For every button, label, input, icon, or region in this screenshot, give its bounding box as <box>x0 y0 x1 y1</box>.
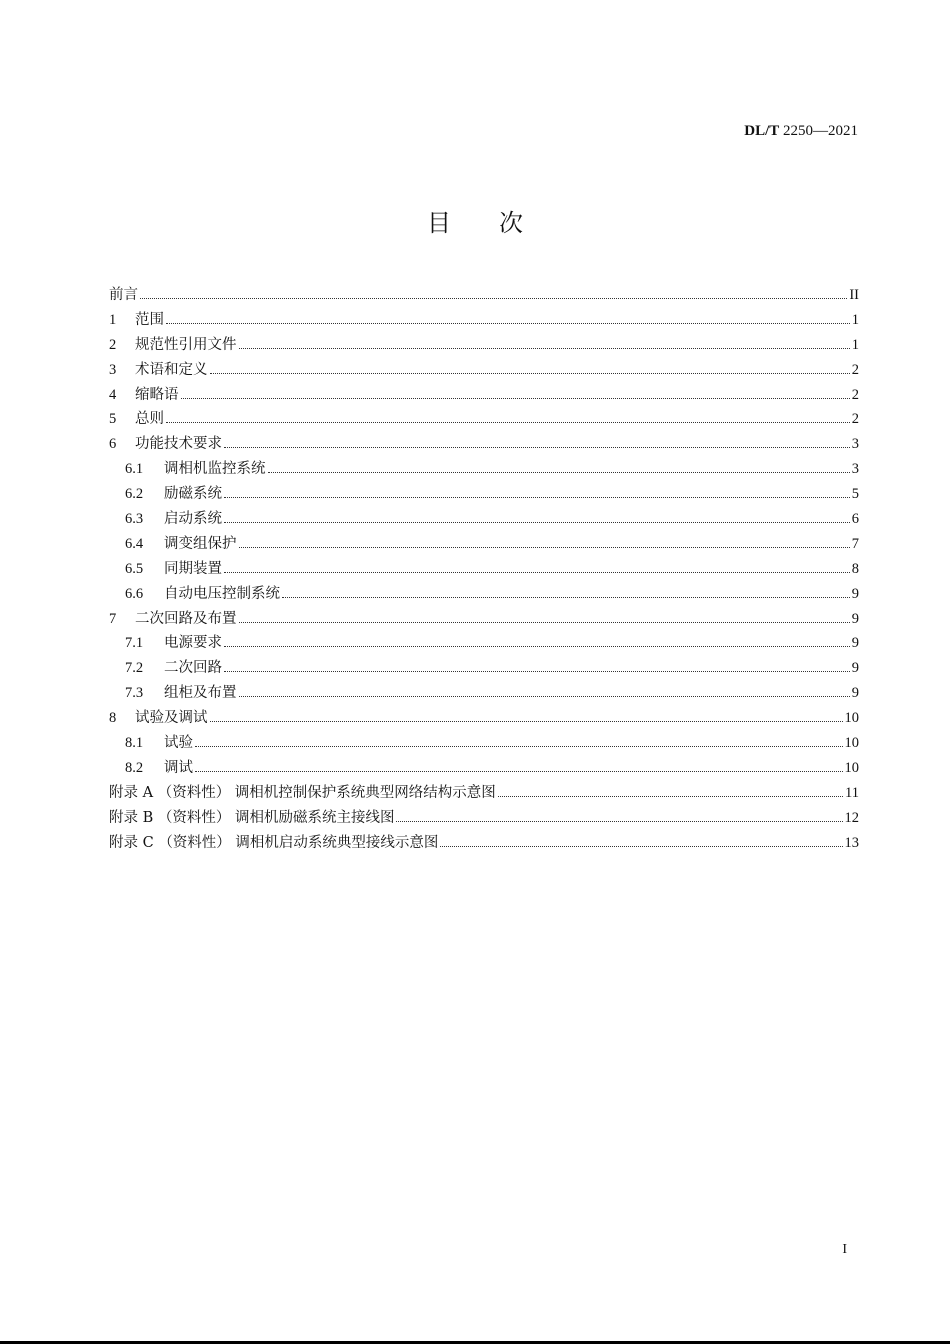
toc-entry[interactable] <box>109 283 859 308</box>
standard-code-number: 2250—2021 <box>779 123 858 139</box>
toc-entry-page: 8 <box>851 560 859 577</box>
toc-entry-title: 术语和定义 <box>135 361 208 378</box>
toc-entry[interactable] <box>109 457 859 482</box>
toc-entry[interactable] <box>109 781 859 806</box>
toc-entry-number: 3 <box>109 361 117 378</box>
toc-entry[interactable] <box>109 333 859 358</box>
toc-dot-leader <box>224 671 850 672</box>
toc-entry-number: 6.6 <box>125 585 144 602</box>
toc-entry-page: 7 <box>851 535 859 552</box>
toc-entry-title: 自动电压控制系统 <box>164 585 280 602</box>
toc-entry-title: 调相机监控系统 <box>164 461 266 478</box>
toc-entry[interactable] <box>109 557 859 582</box>
toc-entry-page: 9 <box>851 635 859 652</box>
toc-entry-number: 5 <box>109 411 117 428</box>
toc-dot-leader <box>210 373 850 374</box>
toc-dot-leader <box>224 447 850 448</box>
page-number: I <box>842 1242 847 1257</box>
toc-dot-leader <box>498 796 843 797</box>
toc-entry-page: 13 <box>844 834 859 851</box>
toc-entry-page: 2 <box>851 386 859 403</box>
toc-entry-number: 4 <box>109 386 117 403</box>
toc-entry-title: 启动系统 <box>164 511 222 528</box>
toc-entry-title: 附录 B （资料性） 调相机励磁系统主接线图 <box>109 809 395 826</box>
toc-dot-leader <box>440 846 842 847</box>
toc-entry-number: 7.1 <box>125 635 144 652</box>
toc-entry-page: 3 <box>851 461 859 478</box>
toc-entry-page: 12 <box>844 809 859 826</box>
toc-entry-page: 6 <box>851 511 859 528</box>
toc-dot-leader <box>195 746 843 747</box>
toc-entry-page: 11 <box>845 784 859 801</box>
toc-entry-title: 缩略语 <box>135 386 179 403</box>
toc-entry-title: 试验 <box>164 735 193 752</box>
toc-entry-number: 8.1 <box>125 735 144 752</box>
toc-entry-title: 调试 <box>164 759 193 776</box>
toc-entry[interactable] <box>109 607 859 632</box>
toc-entry[interactable] <box>109 656 859 681</box>
toc-entry-page: 10 <box>844 735 859 752</box>
toc-dot-leader <box>224 572 850 573</box>
toc-entry-page: 10 <box>844 759 859 776</box>
toc-entry-number: 8 <box>109 710 117 727</box>
toc-entry[interactable] <box>109 482 859 507</box>
toc-entry-page: 2 <box>851 411 859 428</box>
toc-entry[interactable] <box>109 407 859 432</box>
toc-entry-number: 6.3 <box>125 511 144 528</box>
toc-entry[interactable] <box>109 631 859 656</box>
toc-entry[interactable] <box>109 582 859 607</box>
toc-entry-title: 二次回路及布置 <box>135 610 237 627</box>
toc-entry-title: 附录 A （资料性） 调相机控制保护系统典型网络结构示意图 <box>109 784 496 801</box>
toc-entry-title: 励磁系统 <box>164 486 222 503</box>
toc-entry-title: 范围 <box>135 311 164 328</box>
toc-entry-page: 5 <box>851 486 859 503</box>
toc-dot-leader <box>166 323 850 324</box>
toc-entry-title: 附录 C （资料性） 调相机启动系统典型接线示意图 <box>109 834 439 851</box>
toc-entry-title: 前言 <box>109 287 138 303</box>
toc-entry-title: 总则 <box>135 411 164 428</box>
toc-entry-title: 电源要求 <box>164 635 222 652</box>
toc-entry-title: 二次回路 <box>164 660 222 677</box>
toc-entry-number: 6.5 <box>125 560 144 577</box>
toc-entry-number: 6.2 <box>125 486 144 503</box>
toc-entry-page: 2 <box>851 361 859 378</box>
toc-entry-page: 10 <box>844 710 859 727</box>
toc-entry-number: 1 <box>109 311 117 328</box>
toc-entry-page: 1 <box>851 311 859 328</box>
title-char-2: 次 <box>499 209 523 237</box>
toc-dot-leader <box>268 472 850 473</box>
toc-entry[interactable] <box>109 532 859 557</box>
toc-dot-leader <box>282 597 850 598</box>
toc-dot-leader <box>239 696 850 697</box>
toc-entry-page: 3 <box>851 436 859 453</box>
toc-entry[interactable] <box>109 432 859 457</box>
toc-entry-page: 1 <box>851 336 859 353</box>
toc-entry[interactable] <box>109 756 859 781</box>
toc-entry-page: 9 <box>851 610 859 627</box>
toc-entry[interactable] <box>109 731 859 756</box>
toc-dot-leader <box>396 821 842 822</box>
toc-dot-leader <box>166 422 850 423</box>
toc-dot-leader <box>239 348 850 349</box>
toc-entry-title: 规范性引用文件 <box>135 336 237 353</box>
toc-entry-page: II <box>849 287 859 303</box>
toc-entry-number: 7.3 <box>125 685 144 702</box>
toc-entry-title: 组柜及布置 <box>164 685 237 702</box>
toc-dot-leader <box>224 522 850 523</box>
toc-entry-page: 9 <box>851 685 859 702</box>
toc-entry[interactable] <box>109 831 859 856</box>
toc-entry-number: 6.1 <box>125 461 144 478</box>
toc-dot-leader <box>224 646 850 647</box>
toc-entry-number: 7 <box>109 610 117 627</box>
standard-code <box>744 123 858 140</box>
toc-dot-leader <box>239 547 850 548</box>
toc-entry-number: 2 <box>109 336 117 353</box>
title-char-1: 目 <box>427 209 451 237</box>
toc-entry-number: 6 <box>109 436 117 453</box>
toc-dot-leader <box>195 771 843 772</box>
toc-entry-title: 试验及调试 <box>135 710 208 727</box>
toc-dot-leader <box>210 721 843 722</box>
toc-entry-title: 同期装置 <box>164 560 222 577</box>
page-title <box>0 203 950 238</box>
toc-dot-leader <box>224 497 850 498</box>
toc-entry-title: 调变组保护 <box>164 535 237 552</box>
toc-entry-page: 9 <box>851 660 859 677</box>
toc-entry-number: 8.2 <box>125 759 144 776</box>
toc-entry[interactable] <box>109 706 859 731</box>
toc-dot-leader <box>239 622 850 623</box>
toc-entry-page: 9 <box>851 585 859 602</box>
toc-entry-number: 7.2 <box>125 660 144 677</box>
toc-dot-leader <box>140 298 847 299</box>
toc-entry[interactable] <box>109 681 859 706</box>
toc-entry[interactable] <box>109 358 859 383</box>
standard-code-prefix: DL/T <box>744 123 780 139</box>
toc-entry[interactable] <box>109 308 859 333</box>
toc-entry[interactable] <box>109 507 859 532</box>
toc-entry-title: 功能技术要求 <box>135 436 222 453</box>
toc-entry[interactable] <box>109 806 859 831</box>
toc-entry-number: 6.4 <box>125 535 144 552</box>
toc-dot-leader <box>181 398 850 399</box>
toc-entry[interactable] <box>109 383 859 408</box>
table-of-contents <box>109 283 859 855</box>
